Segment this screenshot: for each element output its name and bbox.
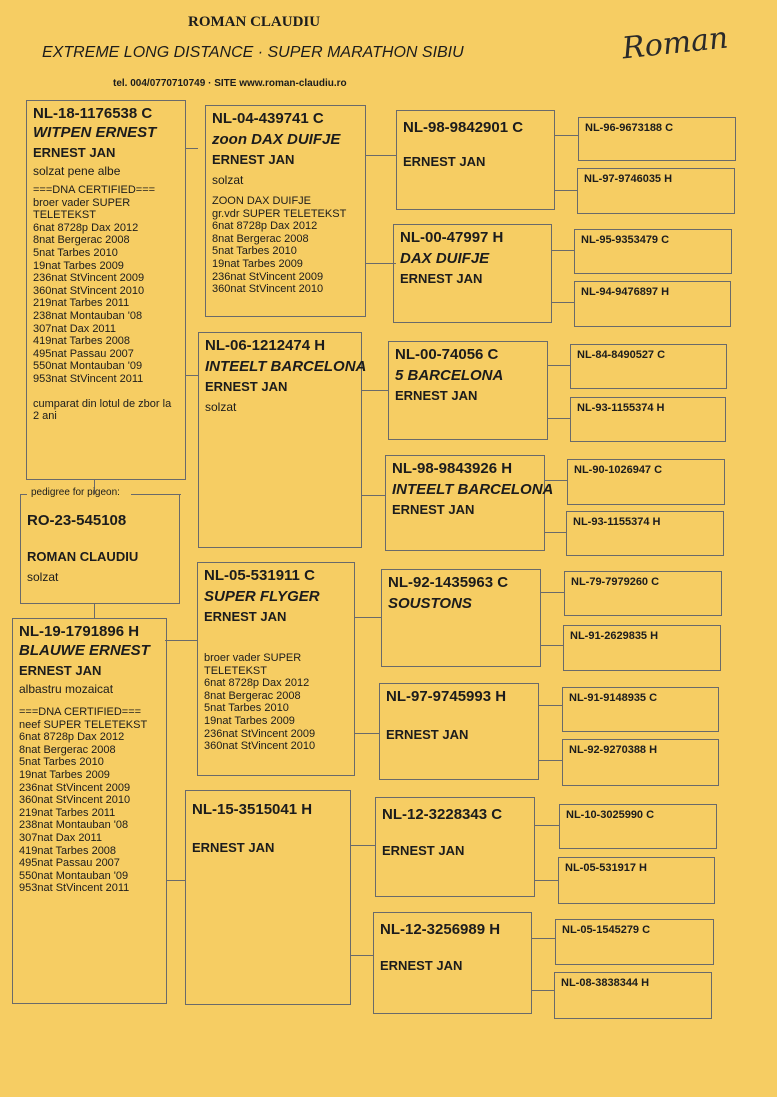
sire-purchase-note: cumparat din lotul de zbor la 2 ani <box>33 397 172 423</box>
dam-notes: ===DNA CERTIFIED=== neef SUPER TELETEKST 6nat 8728p Dax 2012 8nat Bergerac 2008 5nat Tarbes 2010 19nat Tarbes 2009 236nat StVincent 2009 360nat StVincent 2010 219nat Tarbes 2011 238nat Montauban '08 307nat Dax 2011 419nat Tarbes 2008 495nat Passau 2007 550nat Montauban '09 953nat StVincent 2011 <box>19 706 148 895</box>
ancestor-ring-card <box>574 229 732 274</box>
connector <box>366 263 396 264</box>
ancestor-ring: NL-92-9270388 H <box>569 744 658 756</box>
connector <box>351 845 375 846</box>
grandparent-ring: NL-06-1212474 H <box>205 337 326 354</box>
connector <box>94 604 95 618</box>
grandparent-color: solzat <box>205 400 237 414</box>
connector <box>555 190 577 191</box>
grandparent-breeder: ERNEST JAN <box>204 609 287 624</box>
ancestor-ring: NL-08-3838344 H <box>561 977 650 989</box>
connector <box>167 880 185 881</box>
connector <box>355 733 379 734</box>
ancestor-ring: NL-93-1155374 H <box>573 516 661 528</box>
subject-color: solzat <box>27 570 59 584</box>
connector <box>185 375 198 376</box>
grandparent-notes: ZOON DAX DUIFJE gr.vdr SUPER TELETEKST 6nat 8728p Dax 2012 8nat Bergerac 2008 5nat Tarbes 2010 19nat Tarbes 2009 236nat StVincent 2009 360nat StVincent 2010 <box>212 195 347 296</box>
sire-name: WITPEN ERNEST <box>33 124 157 141</box>
ancestor-name: SOUSTONS <box>388 595 472 612</box>
ancestor-ring-card <box>577 168 735 214</box>
ancestor-ring: NL-05-531917 H <box>565 862 647 874</box>
ancestor-breeder: ERNEST JAN <box>382 843 465 858</box>
grandparent-card <box>197 562 355 776</box>
ancestor-ring: NL-84-8490527 C <box>577 349 666 361</box>
ancestor-ring: NL-90-1026947 C <box>574 464 663 476</box>
grandparent-ring: NL-15-3515041 H <box>192 801 313 818</box>
ancestor-ring: NL-00-74056 C <box>395 346 499 363</box>
connector <box>362 495 385 496</box>
ancestor-breeder: ERNEST JAN <box>380 958 463 973</box>
dam-card <box>12 618 167 1004</box>
ancestor-ring-card <box>574 281 731 327</box>
ancestor-card <box>375 797 535 897</box>
ancestor-ring: NL-91-9148935 C <box>569 692 658 704</box>
ancestor-ring-card <box>570 344 727 389</box>
ancestor-ring: NL-95-9353479 C <box>581 234 670 246</box>
connector <box>552 302 574 303</box>
connector <box>548 365 570 366</box>
ancestor-card <box>373 912 532 1014</box>
grandparent-color: solzat <box>212 173 244 187</box>
ancestor-ring: NL-00-47997 H <box>400 229 504 246</box>
ancestor-name: 5 BARCELONA <box>395 367 504 384</box>
ancestor-ring: NL-92-1435963 C <box>388 574 509 591</box>
grandparent-card <box>185 790 351 1005</box>
dam-name: BLAUWE ERNEST <box>19 642 150 659</box>
connector <box>165 640 197 641</box>
connector <box>355 617 381 618</box>
subject-label: pedigree for pigeon: <box>31 487 120 498</box>
subject-breeder: ROMAN CLAUDIU <box>27 549 139 564</box>
sire-color: solzat pene albe <box>33 164 121 178</box>
grandparent-name: SUPER FLYGER <box>204 588 320 605</box>
ancestor-name: DAX DUIFJE <box>400 250 490 267</box>
ancestor-card <box>393 224 552 323</box>
connector <box>541 592 564 593</box>
page-subtitle: EXTREME LONG DISTANCE · SUPER MARATHON SIBIU <box>42 44 464 61</box>
ancestor-ring-card <box>554 972 712 1019</box>
ancestor-breeder: ERNEST JAN <box>403 154 486 169</box>
connector <box>548 418 570 419</box>
grandparent-breeder: ERNEST JAN <box>192 840 275 855</box>
ancestor-ring: NL-98-9842901 C <box>403 119 524 136</box>
ancestor-ring: NL-98-9843926 H <box>392 460 513 477</box>
ancestor-ring: NL-05-1545279 C <box>562 924 651 936</box>
connector <box>539 705 562 706</box>
connector <box>351 955 373 956</box>
ancestor-card <box>396 110 555 210</box>
grandparent-card <box>205 105 366 317</box>
ancestor-ring-card <box>570 397 726 442</box>
ancestor-ring-card <box>562 687 719 732</box>
ancestor-card <box>385 455 554 551</box>
subject-ring: RO-23-545108 <box>27 512 127 529</box>
connector <box>532 990 555 991</box>
ancestor-card <box>381 569 541 667</box>
connector <box>545 532 567 533</box>
ancestor-ring: NL-79-7979260 C <box>571 576 660 588</box>
ancestor-breeder: ERNEST JAN <box>392 502 475 517</box>
ancestor-breeder: ERNEST JAN <box>386 727 469 742</box>
ancestor-breeder: ERNEST JAN <box>395 388 478 403</box>
grandparent-notes: broer vader SUPER TELETEKST 6nat 8728p Dax 2012 8nat Bergerac 2008 5nat Tarbes 2010 19nat Tarbes 2009 236nat StVincent 2009 360nat StVincent 2010 <box>204 652 316 753</box>
connector <box>185 148 198 149</box>
ancestor-ring-card <box>566 511 724 556</box>
ancestor-ring: NL-97-9745993 H <box>386 688 507 705</box>
page-title: ROMAN CLAUDIU <box>188 14 321 30</box>
ancestor-ring-card <box>555 919 714 965</box>
ancestor-ring: NL-12-3228343 C <box>382 806 503 823</box>
connector <box>552 250 574 251</box>
dam-breeder: ERNEST JAN <box>19 663 102 678</box>
grandparent-ring: NL-04-439741 C <box>212 110 324 127</box>
grandparent-card <box>198 332 367 548</box>
connector <box>362 390 388 391</box>
ancestor-ring: NL-94-9476897 H <box>581 286 670 298</box>
subject-card <box>20 487 180 604</box>
ancestor-ring-card <box>559 804 717 849</box>
sire-notes: ===DNA CERTIFIED=== broer vader SUPER TELETEKST 6nat 8728p Dax 2012 8nat Bergerac 2008 5nat Tarbes 2010 19nat Tarbes 2009 236nat StVincent 2009 360nat StVincent 2010 219nat Tarbes 2011 238nat Montauban '08 307nat Dax 2011 419nat Tarbes 2008 495nat Passau 2007 550nat Montauban '09 953nat StVincent 2011 <box>33 184 156 385</box>
sire-card <box>26 100 186 480</box>
connector <box>366 155 396 156</box>
ancestor-ring-card <box>558 857 715 904</box>
connector <box>535 825 559 826</box>
ancestor-ring: NL-91-2629835 H <box>570 630 659 642</box>
contact-info: tel. 004/0770710749 · SITE www.roman-claudiu.ro <box>113 78 347 89</box>
ancestor-card <box>379 683 539 780</box>
connector <box>541 645 564 646</box>
ancestor-ring: NL-96-9673188 C <box>585 122 674 134</box>
dam-ring: NL-19-1791896 H <box>19 623 140 640</box>
sire-breeder: ERNEST JAN <box>33 145 116 160</box>
ancestor-breeder: ERNEST JAN <box>400 271 483 286</box>
signature: Roman <box>620 20 730 67</box>
connector <box>539 760 562 761</box>
grandparent-breeder: ERNEST JAN <box>205 379 288 394</box>
ancestor-ring-card <box>578 117 736 161</box>
sire-ring: NL-18-1176538 C <box>33 105 153 122</box>
ancestor-ring-card <box>564 571 722 616</box>
connector <box>535 880 559 881</box>
grandparent-name: zoon DAX DUIFJE <box>212 131 341 148</box>
grandparent-name: INTEELT BARCELONA <box>205 358 367 375</box>
ancestor-ring: NL-10-3025990 C <box>566 809 655 821</box>
connector <box>555 135 578 136</box>
ancestor-ring-card <box>563 625 721 671</box>
ancestor-name: INTEELT BARCELONA <box>392 481 554 498</box>
ancestor-ring: NL-97-9746035 H <box>584 173 673 185</box>
connector <box>532 938 555 939</box>
ancestor-ring-card <box>562 739 719 786</box>
grandparent-breeder: ERNEST JAN <box>212 152 295 167</box>
ancestor-card <box>388 341 548 440</box>
ancestor-ring: NL-93-1155374 H <box>577 402 665 414</box>
ancestor-ring: NL-12-3256989 H <box>380 921 501 938</box>
dam-color: albastru mozaicat <box>19 682 114 696</box>
ancestor-ring-card <box>567 459 725 505</box>
grandparent-ring: NL-05-531911 C <box>204 567 315 584</box>
